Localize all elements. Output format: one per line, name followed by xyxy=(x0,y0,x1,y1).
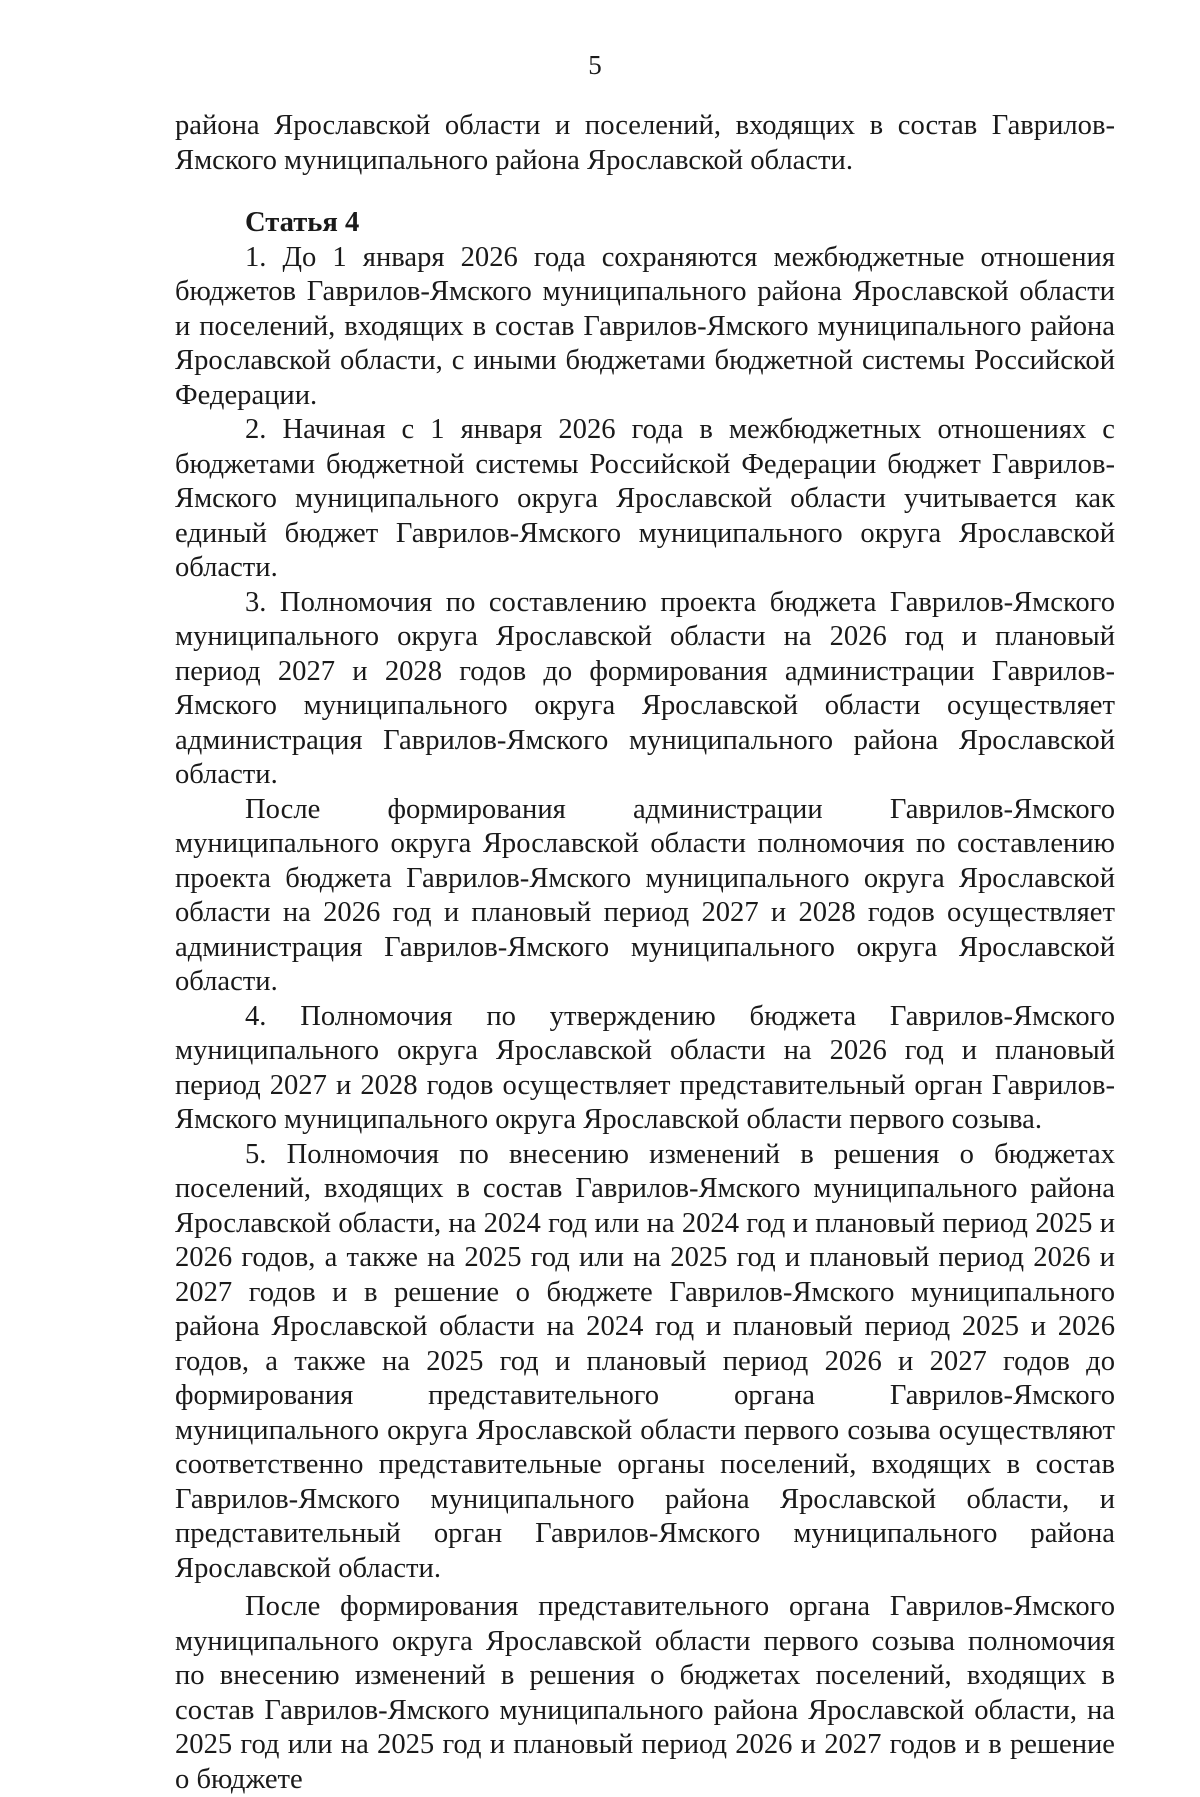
intro-paragraph: района Ярославской области и поселений, входящих в состав Гаврилов-Ямского муниципального района Ярославской области. xyxy=(175,110,1115,176)
article-heading: Статья 4 xyxy=(245,207,360,238)
paragraph-5: 5. Полномочия по внесению изменений в решения о бюджетах поселений, входящих в состав Гаврилов-Ямского муниципального района Ярославской области, на 2024 год или на 2024 год и плановый период 2025 и 2026 годов, а также на 2025 год или на 2025 год и плановый период 2026 и 2027 годов и в решение о бюджете Гаврилов-Ямского муниципального района Ярославской области на 2024 год и плановый период 2025 и 2026 годов, а также на 2025 год и плановый период 2026 и 2027 годов до формирования представительного органа Гаврилов-Ямского муниципального округа Ярославской области первого созыва осуществляют соответственно представительные органы поселений, входящих в состав Гаврилов-Ямского муниципального района Ярославской области, и представительный орган Гаврилов-Ямского муниципального района Ярославской области. xyxy=(175,1138,1115,1584)
paragraph-3: 3. Полномочия по составлению проекта бюджета Гаврилов-Ямского муниципального округа Ярославской области на 2026 год и плановый период 2027 и 2028 годов до формирования администрации Гаврилов-Ямского муниципального округа Ярославской области осуществляет администрация Гаврилов-Ямского муниципального района Ярославской области. xyxy=(175,586,1115,790)
page-number: 5 xyxy=(588,50,602,80)
paragraph-3-continued: После формирования администрации Гаврилов-Ямского муниципального округа Ярославской области полномочия по составлению проекта бюджета Гаврилов-Ямского муниципального округа Ярославской области на 2026 год и плановый период 2027 и 2028 годов осуществляет администрация Гаврилов-Ямского муниципального округа Ярославской области. xyxy=(175,793,1115,997)
paragraph-5-continued: После формирования представительного органа Гаврилов-Ямского муниципального округа Ярославской области первого созыва полномочия по внесению изменений в решения о бюджетах поселений, входящих в состав Гаврилов-Ямского муниципального района Ярославской области, на 2025 год или на 2025 год и плановый период 2026 и 2027 годов и в решение о бюджете xyxy=(175,1591,1115,1795)
paragraph-2: 2. Начиная с 1 января 2026 года в межбюджетных отношениях с бюджетами бюджетной системы Российской Федерации бюджет Гаврилов-Ямского муниципального округа Ярославской области учитывается как единый бюджет Гаврилов-Ямского муниципального округа Ярославской области. xyxy=(175,414,1115,583)
paragraph-4: 4. Полномочия по утверждению бюджета Гаврилов-Ямского муниципального округа Ярославской области на 2026 год и плановый период 2027 и 2028 годов осуществляет представительный орган Гаврилов-Ямского муниципального округа Ярославской области первого созыва. xyxy=(175,1000,1115,1135)
paragraph-1: 1. До 1 января 2026 года сохраняются межбюджетные отношения бюджетов Гаврилов-Ямского муниципального района Ярославской области и поселений, входящих в состав Гаврилов-Ямского муниципального района Ярославской области, с иными бюджетами бюджетной системы Российской Федерации. xyxy=(175,241,1115,411)
document-body xyxy=(175,109,1115,1797)
